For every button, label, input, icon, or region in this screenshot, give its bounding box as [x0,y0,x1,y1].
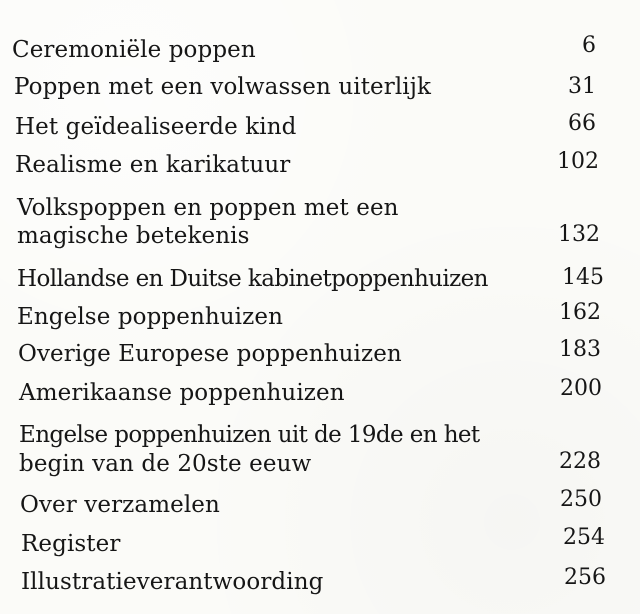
toc-entry-page: 6 [582,33,596,58]
toc-entry [0,487,640,530]
toc-entry [0,150,640,190]
toc-entry-title: Hollandse en Duitse kabinetpoppenhuizen [17,266,488,292]
toc-entry [0,112,640,152]
toc-entry [0,525,640,569]
toc-entry-title-line-2: begin van de 20ste eeuw [19,451,312,477]
toc-entry-title: Het geïdealiseerde kind [15,114,297,140]
toc-entry-page: 256 [564,565,606,590]
toc-entry-title: Engelse poppenhuizen [17,304,283,330]
toc-entry-title: Over verzamelen [20,492,220,518]
toc-entry-page: 145 [562,265,604,290]
toc-entry-title: Register [21,531,121,557]
toc-entry-title-line-2: magische betekenis [17,223,250,249]
toc-entry [0,378,640,418]
toc-entry-page: 228 [559,449,601,474]
toc-entry-page: 254 [563,525,605,550]
toc-entry-page: 102 [557,149,599,174]
toc-entry [0,35,640,75]
toc-entry [0,567,640,607]
toc-entry [0,193,640,255]
toc-entry [0,339,640,379]
toc-entry-title: Realisme en karikatuur [15,152,291,178]
toc-entry [0,72,640,112]
toc-entry-title: Illustratieverantwoording [21,569,324,595]
toc-entry-page: 183 [559,337,601,362]
toc-entry-title: Poppen met een volwassen uiterlijk [14,74,432,100]
toc-entry-title: Overige Europese poppenhuizen [18,341,402,367]
toc-entry-title-line-1: Engelse poppenhuizen uit de 19de en het [19,422,480,448]
toc-entry-page: 250 [560,487,602,512]
toc-entry-page: 162 [559,300,601,325]
toc-entry-title-line-1: Volkspoppen en poppen met een [17,195,399,221]
toc-entry-page: 31 [568,74,596,99]
toc-entry-page: 132 [558,222,600,247]
toc-entry-title: Ceremoniële poppen [12,37,256,63]
toc-entry [0,420,640,482]
toc-entry-title: Amerikaanse poppenhuizen [19,380,345,406]
toc-entry-page: 200 [560,376,602,401]
toc-entry-page: 66 [568,111,596,136]
